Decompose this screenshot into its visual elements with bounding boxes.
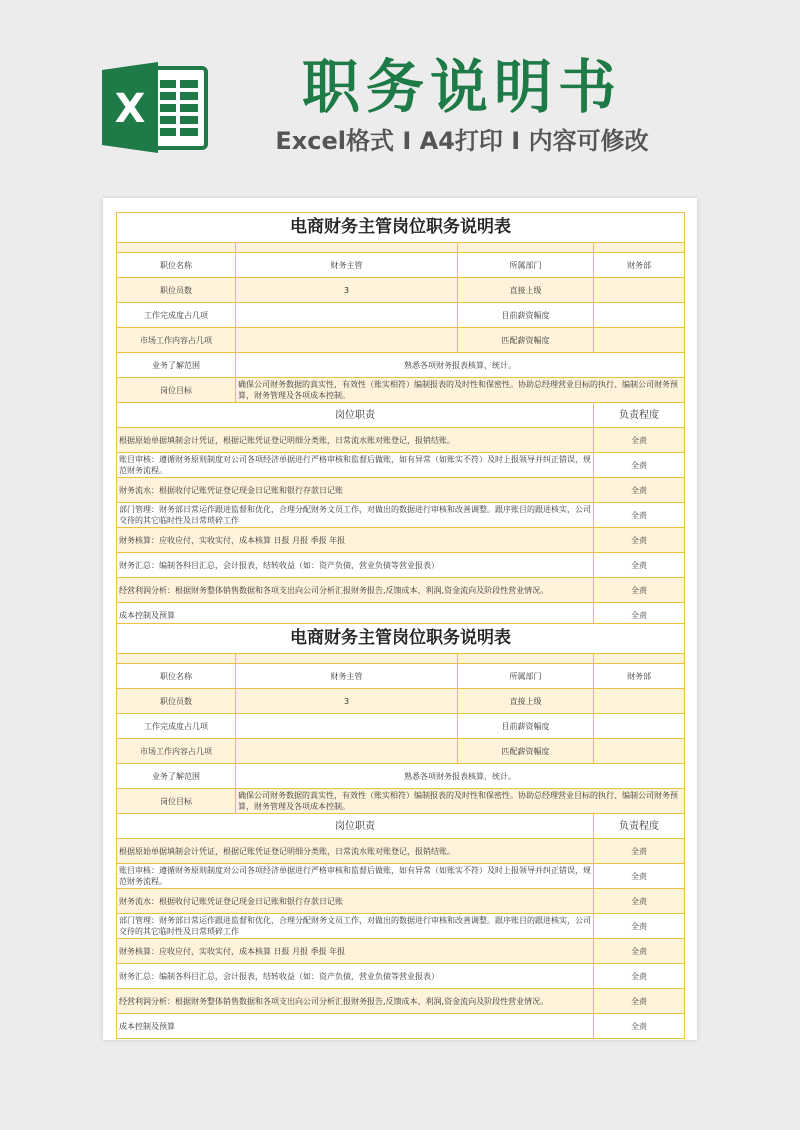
completion-value[interactable] [236,714,458,739]
duty-item[interactable]: 财务核算：应收应付，实收实付，成本核算 日报 月报 季报 年报 [117,939,594,964]
duty-item[interactable]: 账目审核：遵循财务原则制度对公司各项经济单据进行严格审核和监督后做账，如有异常（如账实不符）及时上报领导并纠正错误，规范财务流程。 [117,864,594,889]
scope-label: 业务了解范围 [117,353,236,378]
superior-value[interactable] [594,689,685,714]
position-name-value[interactable]: 财务主管 [236,664,458,689]
matched-salary-label: 匹配薪资幅度 [458,328,594,353]
duty-item[interactable]: 部门管理：财务部日常运作跟进监督和优化，合理分配财务文员工作，对做出的数据进行审核和改善调整。跟序账目的跟进核实，公司交待的其它临时性及日常琐碎工作 [117,503,594,528]
current-salary-label: 目前薪资幅度 [458,714,594,739]
completion-label: 工作完成度占几项 [117,714,236,739]
duties-header: 岗位职责 [117,814,594,839]
duty-item[interactable]: 经营利润分析：根据财务整体销售数据和各项支出向公司分析汇报财务报告,反馈成本、利润,资金流向及阶段性营业情况。 [117,578,594,603]
degree-header: 负责程度 [594,814,685,839]
duty-item[interactable]: 部门管理：财务部日常运作跟进监督和优化，合理分配财务文员工作，对做出的数据进行审核和改善调整。跟序账目的跟进核实，公司交待的其它临时性及日常琐碎工作 [117,914,594,939]
duty-degree[interactable]: 全责 [594,989,685,1014]
hero-banner [0,0,800,195]
duty-degree[interactable]: 全责 [594,428,685,453]
matched-salary-label: 匹配薪资幅度 [458,739,594,764]
duty-item[interactable]: 经营利润分析：根据财务整体销售数据和各项支出向公司分析汇报财务报告,反馈成本、利润,资金流向及阶段性营业情况。 [117,989,594,1014]
job-description-table-1 [116,212,685,628]
goal-label: 岗位目标 [117,378,236,403]
duty-item[interactable]: 账目审核：遵循财务原则制度对公司各项经济单据进行严格审核和监督后做账，如有异常（如账实不符）及时上报领导并纠正错误，规范财务流程。 [117,453,594,478]
duty-item[interactable]: 成本控制及预算 [117,603,594,628]
department-label: 所属部门 [458,253,594,278]
completion-label: 工作完成度占几项 [117,303,236,328]
job-description-table-2 [116,623,685,1039]
superior-value[interactable] [594,278,685,303]
department-value[interactable]: 财务部 [594,664,685,689]
goal-value[interactable]: 确保公司财务数据的真实性，有效性（账实相符）编制报表的及时性和保密性。协助总经理营业目标的执行、编制公司财务预算，财务管理及各项成本控制。 [236,789,685,814]
position-name-value[interactable]: 财务主管 [236,253,458,278]
market-value[interactable] [236,328,458,353]
page-subtitle: Excel格式 I A4打印 I 内容可修改 [275,127,649,155]
position-name-label: 职位名称 [117,664,236,689]
department-value[interactable]: 财务部 [594,253,685,278]
duty-item[interactable]: 财务汇总：编制各科目汇总，会计报表，结转收益（如：资产负债，营业负债等营业报表） [117,553,594,578]
excel-icon-letter: X [114,86,146,132]
scope-value[interactable]: 熟悉各项财务报表核算，统计。 [236,764,685,789]
duty-degree[interactable]: 全责 [594,914,685,939]
duty-item[interactable]: 根据原始单据填制会计凭证，根据记账凭证登记明细分类账，日常流水账对账登记，报销结账。 [117,839,594,864]
degree-header: 负责程度 [594,403,685,428]
duty-degree[interactable]: 全责 [594,453,685,478]
superior-label: 直接上级 [458,689,594,714]
superior-label: 直接上级 [458,278,594,303]
table-title: 电商财务主管岗位职务说明表 [117,213,685,243]
duty-degree[interactable]: 全责 [594,603,685,628]
excel-icon [100,60,210,155]
duty-degree[interactable]: 全责 [594,889,685,914]
duty-degree[interactable]: 全责 [594,839,685,864]
headcount-value[interactable]: 3 [236,278,458,303]
duty-degree[interactable]: 全责 [594,578,685,603]
page-title: 职务说明书 [301,53,622,121]
duty-item[interactable]: 财务核算：应收应付，实收实付，成本核算 日报 月报 季报 年报 [117,528,594,553]
table-title: 电商财务主管岗位职务说明表 [117,624,685,654]
completion-value[interactable] [236,303,458,328]
market-value[interactable] [236,739,458,764]
headcount-label: 职位员数 [117,689,236,714]
duty-degree[interactable]: 全责 [594,478,685,503]
current-salary-value[interactable] [594,714,685,739]
goal-label: 岗位目标 [117,789,236,814]
duty-item[interactable]: 根据原始单据填制会计凭证，根据记账凭证登记明细分类账，日常流水账对账登记，报销结账。 [117,428,594,453]
current-salary-value[interactable] [594,303,685,328]
duty-degree[interactable]: 全责 [594,528,685,553]
market-label: 市场工作内容占几项 [117,739,236,764]
duty-degree[interactable]: 全责 [594,964,685,989]
duty-degree[interactable]: 全责 [594,864,685,889]
headcount-value[interactable]: 3 [236,689,458,714]
scope-label: 业务了解范围 [117,764,236,789]
current-salary-label: 目前薪资幅度 [458,303,594,328]
duty-degree[interactable]: 全责 [594,1014,685,1039]
department-label: 所属部门 [458,664,594,689]
headcount-label: 职位员数 [117,278,236,303]
duty-degree[interactable]: 全责 [594,553,685,578]
duty-degree[interactable]: 全责 [594,939,685,964]
duty-degree[interactable]: 全责 [594,503,685,528]
duty-item[interactable]: 财务流水：根据收付记账凭证登记现金日记账和银行存款日记账 [117,478,594,503]
market-label: 市场工作内容占几项 [117,328,236,353]
matched-salary-value[interactable] [594,328,685,353]
duty-item[interactable]: 财务汇总：编制各科目汇总，会计报表，结转收益（如：资产负债，营业负债等营业报表） [117,964,594,989]
duty-item[interactable]: 财务流水：根据收付记账凭证登记现金日记账和银行存款日记账 [117,889,594,914]
duty-item[interactable]: 成本控制及预算 [117,1014,594,1039]
matched-salary-value[interactable] [594,739,685,764]
duties-header: 岗位职责 [117,403,594,428]
goal-value[interactable]: 确保公司财务数据的真实性，有效性（账实相符）编制报表的及时性和保密性。协助总经理营业目标的执行、编制公司财务预算，财务管理及各项成本控制。 [236,378,685,403]
position-name-label: 职位名称 [117,253,236,278]
scope-value[interactable]: 熟悉各项财务报表核算，统计。 [236,353,685,378]
